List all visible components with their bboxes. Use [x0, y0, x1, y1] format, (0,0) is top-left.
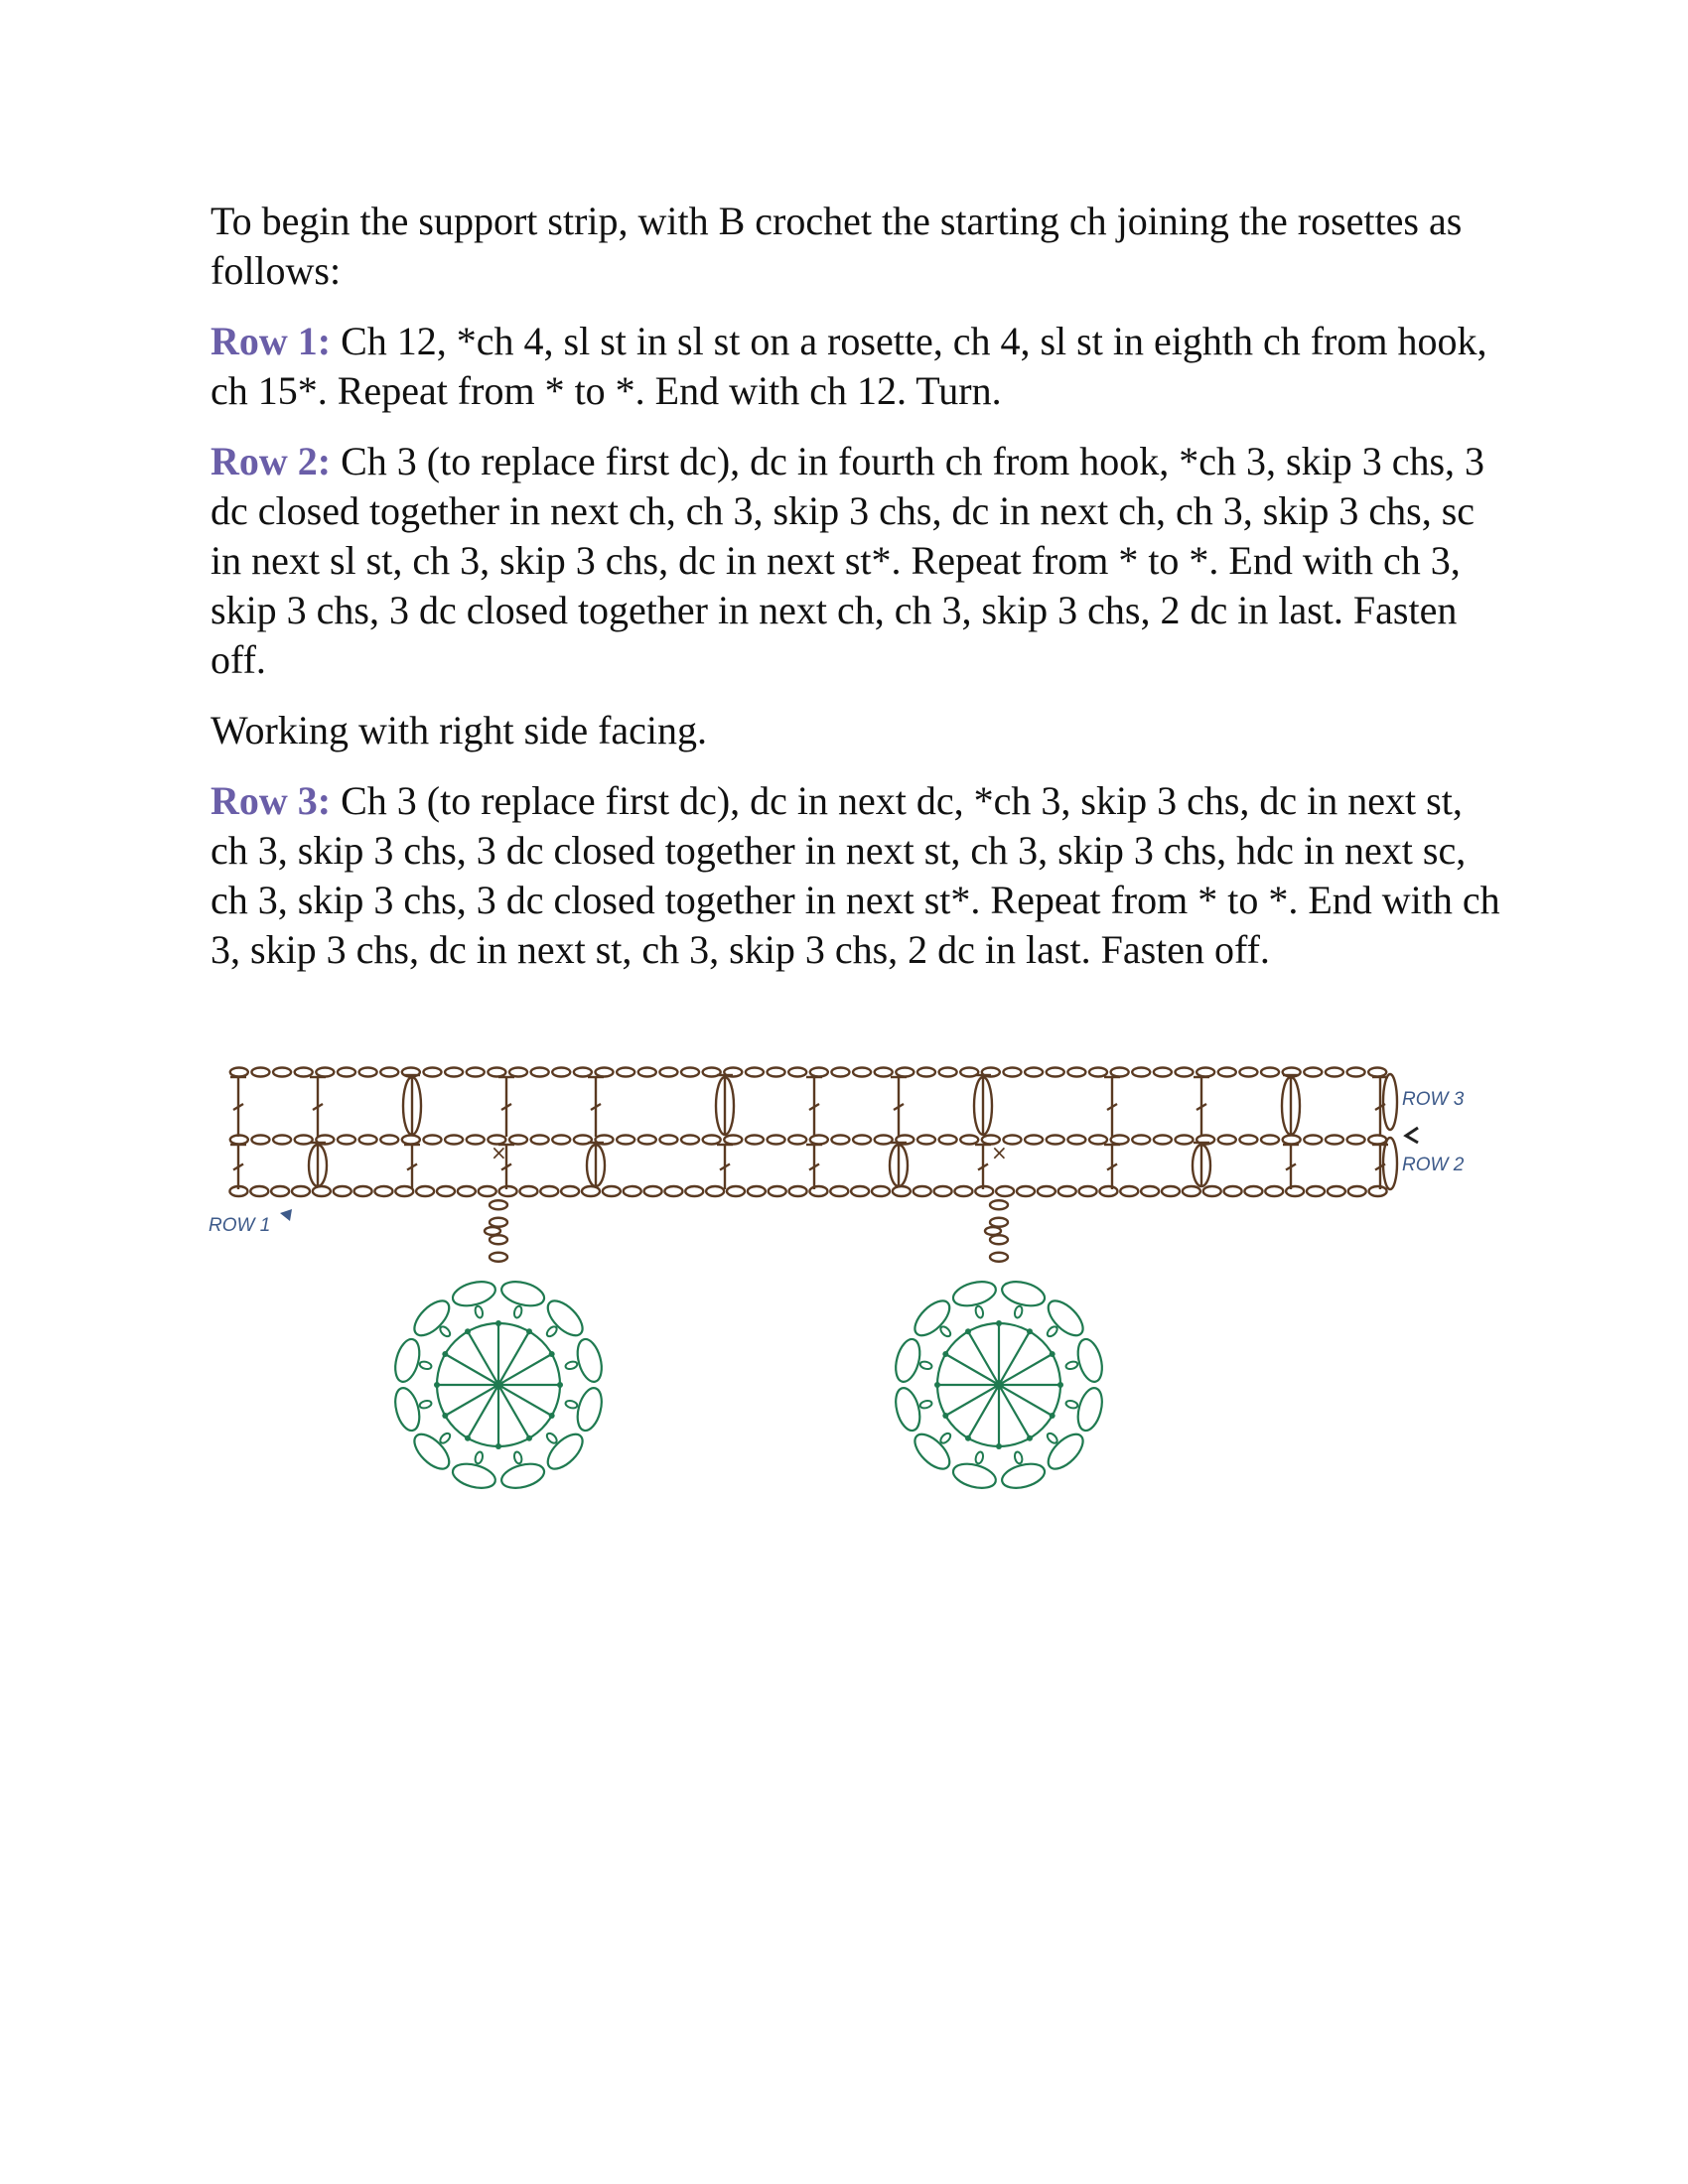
chain-stitch: [853, 1068, 871, 1077]
chain-stitch: [1025, 1136, 1043, 1145]
chain-stitch: [423, 1068, 441, 1077]
rosette-petal: [999, 1459, 1047, 1492]
chain-stitch: [914, 1186, 931, 1196]
chain-stitch: [1162, 1186, 1180, 1196]
chain-stitch: [1244, 1186, 1262, 1196]
chain-stitch: [380, 1136, 398, 1145]
chain-stitch: [768, 1068, 785, 1077]
rosette-petal: [1043, 1429, 1089, 1475]
chain-stitch: [939, 1068, 957, 1077]
chain-stitch: [768, 1136, 785, 1145]
chain-stitch: [788, 1136, 806, 1145]
row-1-arrow-icon: [280, 1209, 292, 1221]
chain-stitch: [1304, 1136, 1322, 1145]
chain-stitch: [1111, 1136, 1129, 1145]
chain-stitch: [939, 1136, 957, 1145]
rosette-chain: [974, 1305, 984, 1318]
rosette-chain: [474, 1451, 484, 1464]
chain-stitch: [746, 1136, 764, 1145]
chain-stitch: [1368, 1136, 1386, 1145]
rosette-chain: [565, 1360, 578, 1370]
chain-stitch: [1369, 1186, 1387, 1196]
chain-stitch: [1347, 1068, 1365, 1077]
rosette-chain: [439, 1325, 452, 1338]
turning-chain: [1383, 1138, 1397, 1189]
chain-stitch: [552, 1068, 570, 1077]
rosette-petal: [999, 1278, 1047, 1310]
rosette-petal: [450, 1278, 497, 1310]
chain-stitch: [582, 1186, 600, 1196]
chain-stitch: [1132, 1068, 1150, 1077]
chain-stitch: [638, 1136, 656, 1145]
chain-stitch: [917, 1136, 935, 1145]
row-1-instruction: [211, 317, 1501, 416]
chain-stitch: [1176, 1136, 1194, 1145]
rosette-petal: [1073, 1336, 1106, 1384]
chain-stitch: [875, 1136, 893, 1145]
chain-stitch: [1120, 1186, 1138, 1196]
row-2-label: Row 2:: [211, 439, 332, 483]
chain-stitch: [1038, 1186, 1055, 1196]
chain-stitch: [724, 1136, 742, 1145]
chain-stitch: [338, 1068, 355, 1077]
rosette-petal: [892, 1385, 924, 1433]
rosette-petal: [498, 1459, 546, 1492]
rosette-petal: [909, 1295, 955, 1341]
row-3-instruction: [211, 776, 1501, 975]
chain-stitch: [467, 1068, 485, 1077]
chain-stitch: [1261, 1136, 1279, 1145]
row-1-text: Ch 12, *ch 4, sl st in sl st on a rosette, ch 4, sl st in eighth ch from hook, ch 15*. Repeat from * to *. End with ch 12. Turn.: [211, 319, 1487, 413]
sc-x-mark: ×: [491, 1141, 507, 1164]
row-3-chart-label: ROW 3: [1402, 1089, 1465, 1110]
chain-stitch: [990, 1235, 1008, 1244]
rosette-chain: [1014, 1305, 1024, 1318]
row-2-text: Ch 3 (to replace first dc), dc in fourth ch from hook, *ch 3, skip 3 chs, 3 dc closed together in next ch, ch 3, skip 3 chs, dc in next ch, ch 3, skip 3 chs, sc in next sl st, ch 3, skip 3 chs, dc in next st*. Repeat from * to *. End with ch 3, skip 3 chs, 3 dc closed together in next ch, ch 3, skip 3 chs, 2 dc in last. Fasten off.: [211, 439, 1485, 682]
chain-stitch: [789, 1186, 807, 1196]
row-1-label: Row 1:: [211, 319, 332, 363]
chain-stitch: [1025, 1068, 1043, 1077]
chain-stitch: [313, 1186, 331, 1196]
chain-stitch: [490, 1253, 507, 1262]
chain-stitch: [374, 1186, 392, 1196]
rosette-chain: [919, 1360, 932, 1370]
chain-stitch: [831, 1136, 849, 1145]
chain-stitch: [519, 1186, 537, 1196]
chain-stitch: [706, 1186, 724, 1196]
chain-stitch: [1218, 1136, 1236, 1145]
chain-stitch: [445, 1136, 463, 1145]
chain-stitch: [1261, 1068, 1279, 1077]
chain-stitch: [354, 1186, 372, 1196]
chain-stitch: [561, 1186, 579, 1196]
rosette-chain: [919, 1400, 932, 1410]
chain-stitch: [809, 1186, 827, 1196]
rosette-chain: [939, 1325, 952, 1338]
chain-stitch: [1132, 1136, 1150, 1145]
chain-stitch: [1196, 1068, 1214, 1077]
chain-stitch: [624, 1186, 641, 1196]
rosette: [892, 1278, 1106, 1492]
chain-stitch: [1079, 1186, 1097, 1196]
rosette-chain: [545, 1432, 558, 1444]
row-3-text: Ch 3 (to replace first dc), dc in next dc, *ch 3, skip 3 chs, dc in next st, ch 3, skip 3 chs, 3 dc closed together in next st, ch 3, skip 3 chs, hdc in next sc, ch 3, skip 3 chs, 3 dc closed together in next st*. Repeat from * to *. End with ch 3, skip 3 chs, dc in next st, ch 3, skip 3 chs, 2 dc in last. Fasten off.: [211, 778, 1500, 972]
chain-stitch: [251, 1068, 269, 1077]
chain-stitch: [851, 1186, 869, 1196]
chain-stitch: [1326, 1068, 1343, 1077]
chain-stitch: [853, 1136, 871, 1145]
crochet-chart: [199, 1042, 1489, 1509]
pattern-instructions: [211, 197, 1501, 996]
chain-stitch: [437, 1186, 455, 1196]
chain-stitch: [1348, 1186, 1366, 1196]
chain-stitch: [1307, 1186, 1325, 1196]
chain-stitch: [872, 1186, 890, 1196]
rosette-petal: [391, 1385, 424, 1433]
chain-stitch: [531, 1068, 549, 1077]
chain-stitch: [271, 1186, 289, 1196]
chain-stitch: [644, 1186, 662, 1196]
chain-stitch: [1176, 1068, 1194, 1077]
rosette-chain: [1065, 1360, 1078, 1370]
chain-stitch: [727, 1186, 745, 1196]
rosette-chain: [939, 1432, 952, 1444]
rosette-petal: [542, 1295, 589, 1341]
chain-stitch: [467, 1136, 485, 1145]
chain-stitch: [617, 1136, 634, 1145]
chain-stitch: [531, 1136, 549, 1145]
chain-stitch: [1067, 1136, 1085, 1145]
chain-stitch: [445, 1068, 463, 1077]
chain-stitch: [769, 1186, 786, 1196]
chain-stitch: [1265, 1186, 1283, 1196]
rosette-chain: [1014, 1451, 1024, 1464]
chain-stitch: [380, 1068, 398, 1077]
chain-stitch: [295, 1068, 313, 1077]
chain-stitch: [685, 1186, 703, 1196]
row-direction-arrow-icon: [1406, 1128, 1418, 1143]
rosette-petal: [408, 1429, 455, 1475]
chain-stitch: [788, 1068, 806, 1077]
rosette-petal: [892, 1336, 924, 1384]
chain-stitch: [359, 1136, 377, 1145]
chain-stitch: [1099, 1186, 1117, 1196]
rosette-chain: [1046, 1432, 1058, 1444]
chain-stitch: [746, 1068, 764, 1077]
chain-stitch: [485, 1227, 500, 1235]
chain-stitch: [488, 1068, 505, 1077]
chain-stitch: [1239, 1136, 1257, 1145]
chain-stitch: [416, 1186, 434, 1196]
chain-stitch: [490, 1235, 507, 1244]
chain-stitch: [990, 1253, 1008, 1262]
rosette-petal: [950, 1278, 998, 1310]
chain-stitch: [316, 1068, 334, 1077]
rosette: [391, 1278, 606, 1492]
chain-stitch: [810, 1136, 828, 1145]
chain-stitch: [490, 1218, 507, 1227]
crochet-chart-svg: [199, 1042, 1489, 1509]
chain-stitch: [990, 1200, 1008, 1209]
chain-stitch: [985, 1227, 1001, 1235]
chain-stitch: [1286, 1186, 1304, 1196]
intro-paragraph: To begin the support strip, with B crochet the starting ch joining the rosettes as follows:: [211, 199, 1463, 293]
chain-stitch: [1203, 1186, 1221, 1196]
chain-stitch: [509, 1136, 527, 1145]
rosette-petal: [950, 1459, 998, 1492]
rosette-petal: [573, 1385, 606, 1433]
chain-stitch: [479, 1186, 496, 1196]
rosette-chain: [974, 1451, 984, 1464]
chain-stitch: [574, 1068, 592, 1077]
chain-stitch: [830, 1186, 848, 1196]
chain-stitch: [875, 1068, 893, 1077]
chain-stitch: [748, 1186, 766, 1196]
turning-chain: [1383, 1074, 1397, 1130]
rosette-chain: [513, 1451, 523, 1464]
chain-stitch: [552, 1136, 570, 1145]
note-paragraph: Working with right side facing.: [211, 708, 708, 752]
chain-stitch: [1047, 1136, 1064, 1145]
chain-stitch: [990, 1218, 1008, 1227]
chain-stitch: [664, 1186, 682, 1196]
rosette-petal: [450, 1459, 497, 1492]
chain-stitch: [273, 1136, 291, 1145]
chain-stitch: [934, 1186, 952, 1196]
sc-x-mark: ×: [991, 1141, 1008, 1164]
chain-stitch: [596, 1068, 614, 1077]
chain-stitch: [1067, 1068, 1085, 1077]
rosette-chain: [439, 1432, 452, 1444]
rosette-chain: [1046, 1325, 1058, 1338]
rosette-links: [485, 1200, 1008, 1262]
chain-stitch: [1058, 1186, 1076, 1196]
chain-stitch: [638, 1068, 656, 1077]
chain-stitch: [509, 1068, 527, 1077]
chain-stitch: [338, 1136, 355, 1145]
chain-stitch: [917, 1068, 935, 1077]
chain-stitch: [334, 1186, 352, 1196]
chain-stitch: [1089, 1136, 1107, 1145]
chain-stitch: [1017, 1186, 1035, 1196]
chain-stitch: [896, 1068, 914, 1077]
chain-stitch: [292, 1186, 310, 1196]
chain-stitch: [1347, 1136, 1365, 1145]
chain-stitch: [490, 1200, 507, 1209]
chain-stitch: [659, 1068, 677, 1077]
chain-stitch: [250, 1186, 268, 1196]
rosette-petal: [909, 1429, 955, 1475]
chain-stitch: [251, 1136, 269, 1145]
chain-stitch: [1326, 1136, 1343, 1145]
chain-stitch: [1003, 1068, 1021, 1077]
chain-stitch: [1183, 1186, 1200, 1196]
rosette-petal: [1043, 1295, 1089, 1341]
chain-stitch: [893, 1186, 911, 1196]
chain-stitch: [402, 1136, 420, 1145]
rosette-chain: [545, 1325, 558, 1338]
chain-stitch: [1304, 1068, 1322, 1077]
rosette-chain: [419, 1360, 432, 1370]
rosette-chain: [1065, 1400, 1078, 1410]
chain-stitch: [659, 1136, 677, 1145]
rosettes: [391, 1278, 1106, 1492]
chain-stitch: [1141, 1186, 1159, 1196]
chain-stitch: [423, 1136, 441, 1145]
chain-stitch: [603, 1186, 621, 1196]
chain-stitch: [617, 1068, 634, 1077]
chain-stitch: [810, 1068, 828, 1077]
chain-stitch: [1154, 1136, 1172, 1145]
chain-stitch: [273, 1068, 291, 1077]
chain-stitch: [540, 1186, 558, 1196]
row-2-chart-label: ROW 2: [1402, 1155, 1465, 1175]
rosette-petal: [391, 1336, 424, 1384]
chain-stitch: [681, 1068, 699, 1077]
chain-stitch: [1154, 1068, 1172, 1077]
chain-stitch: [703, 1136, 721, 1145]
chain-stitch: [230, 1068, 248, 1077]
rosette-petal: [542, 1429, 589, 1475]
rosette-petal: [408, 1295, 455, 1341]
rosette-chain: [419, 1400, 432, 1410]
chain-stitch: [1328, 1186, 1345, 1196]
chain-stitch: [996, 1186, 1014, 1196]
chain-stitch: [681, 1136, 699, 1145]
rosette-petal: [498, 1278, 546, 1310]
chain-stitch: [831, 1068, 849, 1077]
chain-stitch: [395, 1186, 413, 1196]
rosette-chain: [474, 1305, 484, 1318]
chain-stitch: [1239, 1068, 1257, 1077]
chain-stitch: [1047, 1068, 1064, 1077]
chain-stitch: [1368, 1068, 1386, 1077]
chain-stitch: [1218, 1068, 1236, 1077]
chain-stitch: [1283, 1136, 1301, 1145]
row-2-instruction: [211, 437, 1501, 685]
chain-stitch: [458, 1186, 476, 1196]
rosette-petal: [573, 1336, 606, 1384]
rosette-chain: [513, 1305, 523, 1318]
chain-stitch: [1089, 1068, 1107, 1077]
chain-stitch: [954, 1186, 972, 1196]
chain-stitch: [960, 1136, 978, 1145]
row-3-label: Row 3:: [211, 778, 332, 823]
chain-stitch: [975, 1186, 993, 1196]
chain-stitch: [359, 1068, 377, 1077]
chain-stitch: [1224, 1186, 1242, 1196]
support-strip-diagram: [229, 1068, 1397, 1197]
rosette-petal: [1073, 1385, 1106, 1433]
rosette-chain: [565, 1400, 578, 1410]
chain-stitch: [1111, 1068, 1129, 1077]
row-1-chart-label: ROW 1: [209, 1215, 271, 1236]
chain-stitch: [499, 1186, 517, 1196]
